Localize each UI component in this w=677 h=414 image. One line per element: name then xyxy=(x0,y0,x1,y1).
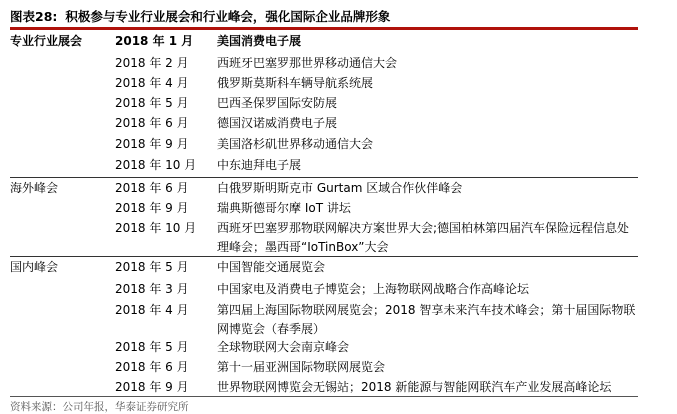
table-row xyxy=(10,256,638,279)
category-cell xyxy=(10,198,115,199)
date-cell: 2018 年 10 月 xyxy=(115,158,197,172)
event-cell: 世界物联网博览会无锡站；2018 新能源与智能网联汽车产业发展高峰论坛 xyxy=(217,380,612,394)
date-cell: 2018 年 5 月 xyxy=(115,260,189,274)
date-cell: 2018 年 9 月 xyxy=(115,137,189,151)
event-cell: 全球物联网大会南京峰会 xyxy=(217,340,350,354)
category-cell xyxy=(10,134,115,135)
event-cell: 美国洛杉矶世界移动通信大会 xyxy=(217,137,374,151)
table-row xyxy=(10,218,638,256)
date-cell: 2018 年 4 月 xyxy=(115,303,189,317)
date-cell: 2018 年 5 月 xyxy=(115,340,189,354)
table-row xyxy=(10,134,638,155)
table-row xyxy=(10,177,638,198)
table-row xyxy=(10,300,638,337)
footer-divider xyxy=(10,396,638,397)
table-row xyxy=(10,377,638,397)
category-cell xyxy=(10,279,115,280)
category-cell xyxy=(10,93,115,94)
source-note: 资料来源：公司年报，华泰证券研究所 xyxy=(10,401,189,413)
event-cell: 俄罗斯莫斯科车辆导航系统展 xyxy=(217,76,374,90)
table-row xyxy=(10,93,638,113)
date-cell: 2018 年 6 月 xyxy=(115,181,189,195)
category-cell: 国内峰会 xyxy=(10,260,59,274)
event-cell: 中国家电及消费电子博览会；上海物联网战略合作高峰论坛 xyxy=(217,282,530,296)
category-cell xyxy=(10,357,115,358)
date-cell: 2018 年 4 月 xyxy=(115,76,189,90)
category-cell xyxy=(10,53,115,54)
table-row xyxy=(10,73,638,93)
category-cell xyxy=(10,73,115,74)
event-cell: 瑞典斯德哥尔摩 IoT 讲坛 xyxy=(217,201,351,215)
category-cell: 专业行业展会 xyxy=(10,34,83,48)
category-cell xyxy=(10,300,115,301)
event-cell: 巴西圣保罗国际安防展 xyxy=(217,96,338,110)
table-row xyxy=(10,198,638,218)
event-cell: 中东迪拜电子展 xyxy=(217,158,302,172)
category-cell xyxy=(10,113,115,114)
event-cell: 西班牙巴塞罗那世界移动通信大会 xyxy=(217,56,398,70)
category-cell xyxy=(10,337,115,338)
date-cell: 2018 年 6 月 xyxy=(115,116,189,130)
date-cell: 2018 年 5 月 xyxy=(115,96,189,110)
date-cell: 2018 年 6 月 xyxy=(115,360,189,374)
date-cell: 2018 年 3 月 xyxy=(115,282,189,296)
figure-label: 图表28: xyxy=(10,9,58,24)
events-table xyxy=(10,31,638,397)
event-cell: 德国汉诺威消费电子展 xyxy=(217,116,338,130)
date-cell: 2018 年 1 月 xyxy=(115,34,194,48)
date-cell: 2018 年 9 月 xyxy=(115,380,189,394)
event-cell: 第十一届亚洲国际物联网展览会 xyxy=(217,360,386,374)
figure-title: 积极参与专业行业展会和行业峰会，强化国际企业品牌形象 xyxy=(65,9,391,24)
table-row xyxy=(10,337,638,357)
category-cell xyxy=(10,377,115,378)
table-row xyxy=(10,155,638,177)
table-row xyxy=(10,113,638,134)
event-cell: 美国消费电子展 xyxy=(217,34,302,48)
date-cell: 2018 年 10 月 xyxy=(115,221,197,235)
date-cell: 2018 年 2 月 xyxy=(115,56,189,70)
figure-title-bar xyxy=(10,6,638,28)
event-cell: 白俄罗斯明斯克市 Gurtam 区域合作伙伴峰会 xyxy=(217,181,463,195)
table-row xyxy=(10,31,638,53)
table-row xyxy=(10,279,638,300)
table-row xyxy=(10,357,638,377)
title-divider xyxy=(10,27,638,30)
event-cell: 西班牙巴塞罗那物联网解决方案世界大会;德国柏林第四届汽车保险远程信息处理峰会；墨西哥“IoTinBox”大会 xyxy=(217,221,630,254)
date-cell: 2018 年 9 月 xyxy=(115,201,189,215)
category-cell: 海外峰会 xyxy=(10,181,59,195)
table-row xyxy=(10,53,638,73)
event-cell: 中国智能交通展览会 xyxy=(217,260,326,274)
category-cell xyxy=(10,218,115,219)
category-cell xyxy=(10,155,115,156)
event-cell: 第四届上海国际物联网展览会；2018 智享未来汽车技术峰会；第十届国际物联网博览会（春季展） xyxy=(217,303,636,336)
